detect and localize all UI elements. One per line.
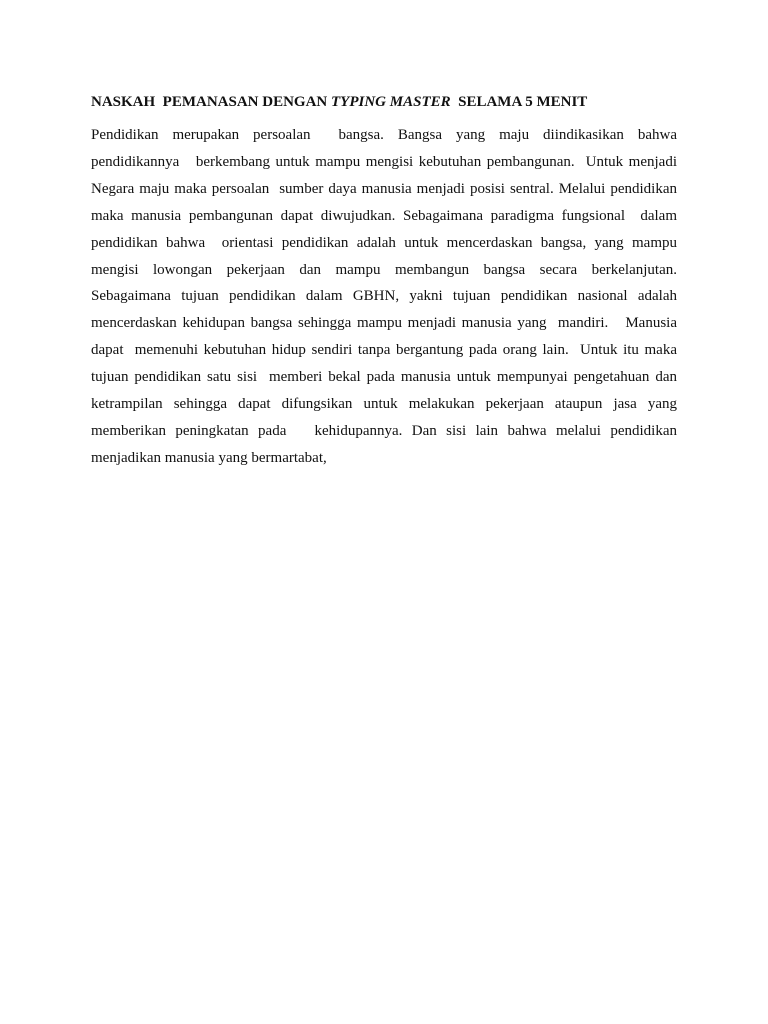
document-title bbox=[91, 92, 677, 112]
document-content bbox=[91, 92, 681, 472]
title-text-before: NASKAH PEMANASAN DENGAN bbox=[91, 94, 332, 110]
title-text-italic: TYPING MASTER bbox=[331, 94, 451, 110]
body-paragraph: Pendidikan merupakan persoalan bangsa. Bangsa yang maju diindikasikan bahwa pendidikannya berkembang untuk mampu mengisi kebutuhan pembangunan. Untuk menjadi Negara maju maka persoalan sumber daya manusia menjadi posisi sentral. Melalui pendidikan maka manusia pembangunan dapat diwujudkan. Sebagaimana paradigma fungsional dalam pendidikan bahwa orientasi pendidikan adalah untuk mencerdaskan bangsa, yang mampu mengisi lowongan pekerjaan dan mampu membangun bangsa secara berkelanjutan. Sebagaimana tujuan pendidikan dalam GBHN, yakni tujuan pendidikan nasional adalah mencerdaskan kehidupan bangsa sehingga mampu menjadi manusia yang mandiri. Manusia dapat memenuhi kebutuhan hidup sendiri tanpa bergantung pada orang lain. Untuk itu maka tujuan pendidikan satu sisi memberi bekal pada manusia untuk mempunyai pengetahuan dan ketrampilan sehingga dapat difungsikan untuk melakukan pekerjaan ataupun jasa yang memberikan peningkatan pada kehidupannya. Dan sisi lain bahwa melalui pendidikan menjadikan manusia yang bermartabat, bbox=[91, 127, 681, 466]
title-text-after: SELAMA 5 MENIT bbox=[450, 94, 588, 110]
